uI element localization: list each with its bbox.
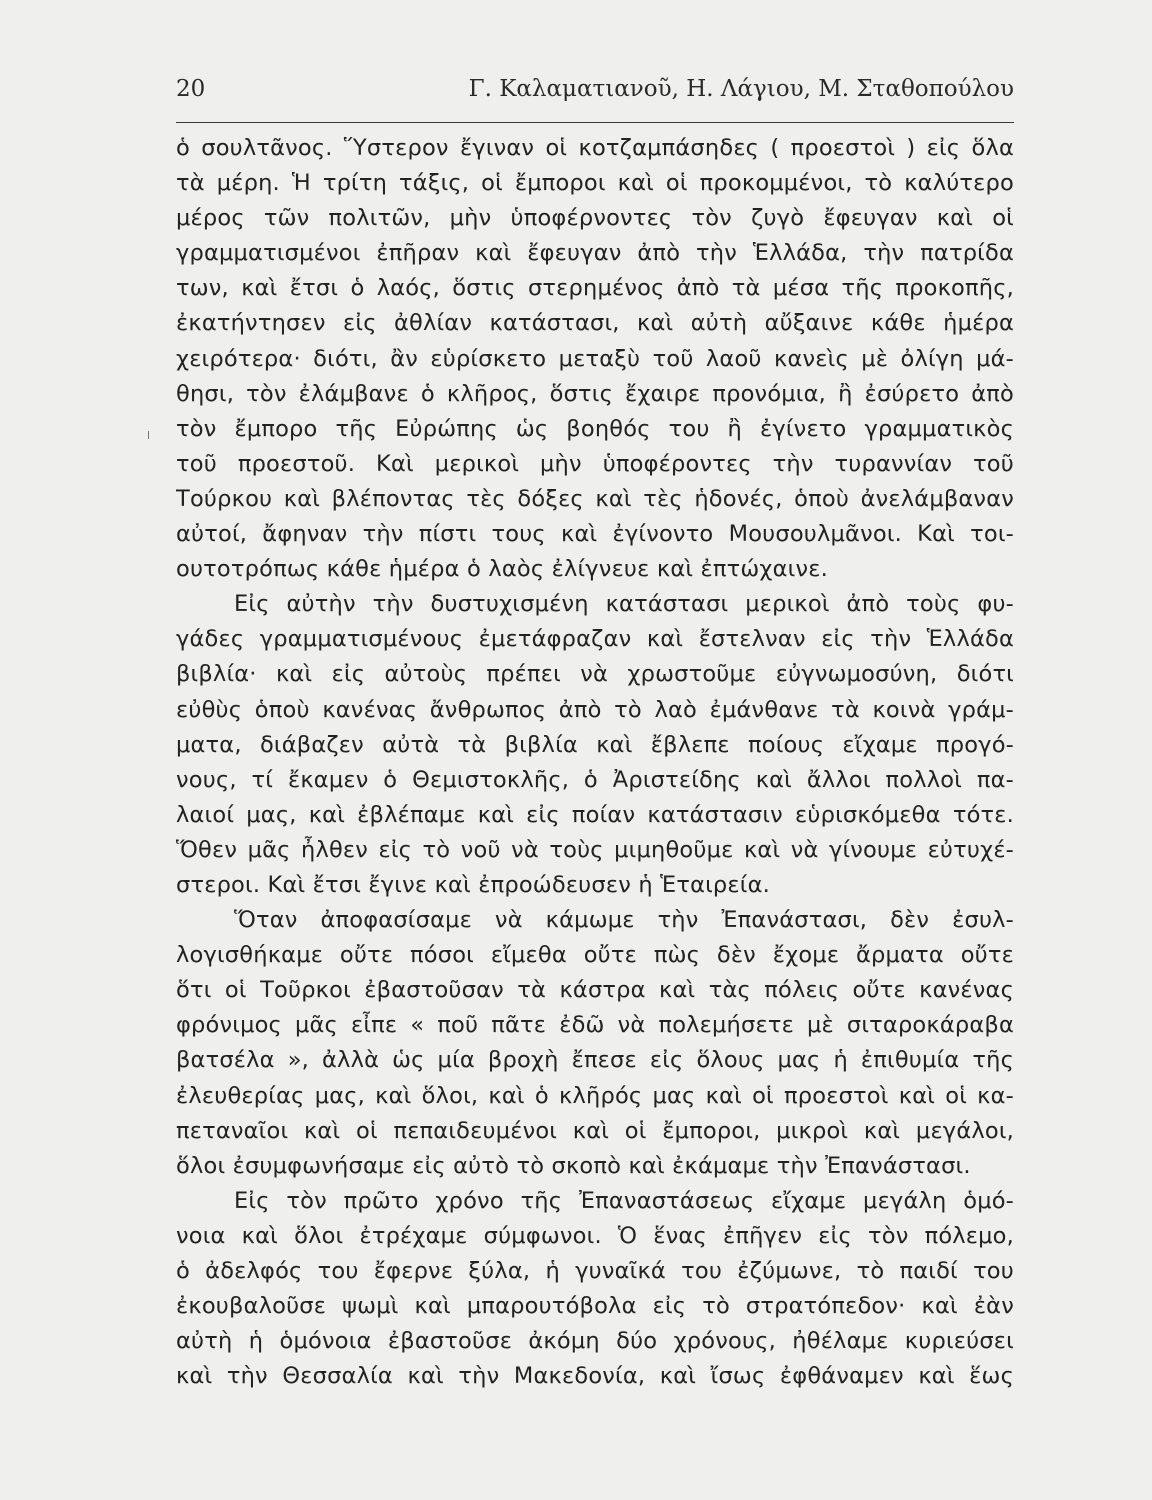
text-line: νοια καὶ ὅλοι ἐτρέχαμε σύμφωνοι. Ὁ ἕνας ἐπῆγεν εἰς τὸν πόλεμο, [176,1222,1014,1249]
text-line: φρόνιμος μᾶς εἶπε « ποῦ πᾶτε ἐδῶ νὰ πολεμήσετε μὲ σιταροκάραβα [176,1012,1014,1039]
text-line: Εἰς αὐτὴν τὴν δυστυχισμένη κατάστασι μερικοὶ ἀπὸ τοὺς φυ- [234,591,1014,618]
text-line: τὰ μέρη. Ἡ τρίτη τάξις, οἱ ἔμποροι καὶ οἱ προκομμένοι, τὸ καλύτερο [176,170,1014,197]
text-line: ἐκουβαλοῦσε ψωμὶ καὶ μπαρουτόβολα εἰς τὸ στρατόπεδον· καὶ ἐὰν [176,1293,1014,1320]
text-line: ἐλευθερίας μας, καὶ ὅλοι, καὶ ὁ κλῆρός μας καὶ οἱ προεστοὶ καὶ οἱ κα- [176,1082,1014,1109]
text-line: λαιοί μας, καὶ ἐβλέπαμε καὶ εἰς ποίαν κατάστασιν εὑρισκόμεθα τότε. [176,801,1014,828]
running-head-authors: Γ. Καλαματιανοῦ, Η. Λάγιου, Μ. Σταθοπούλου [468,76,1014,102]
text-line: βιβλία· καὶ εἰς αὐτοὺς πρέπει νὰ χρωστοῦμε εὐγνωμοσύνη, διότι [176,661,1014,688]
margin-mark [148,431,149,439]
text-line: νους, τί ἔκαμεν ὁ Θεμιστοκλῆς, ὁ Ἀριστείδης καὶ ἄλλοι πολλοὶ πα- [176,766,1014,793]
text-line: γάδες γραμματισμένους ἐμετάφραζαν καὶ ἔστελναν εἰς τὴν Ἑλλάδα [176,626,1014,653]
text-line: λογισθήκαμε οὔτε πόσοι εἴμεθα οὔτε πὼς δὲν ἔχομε ἄρματα οὔτε [176,942,1014,969]
body-text [176,131,1014,1394]
text-line: Ὅταν ἀποφασίσαμε νὰ κάμωμε τὴν Ἐπανάστασι, δὲν ἐσυλ- [234,907,1014,934]
text-line: των, καὶ ἔτσι ὁ λαός, ὅστις στερημένος ἀπὸ τὰ μέσα τῆς προκοπῆς, [176,275,1014,302]
running-head [176,76,1014,110]
text-line: μέρος τῶν πολιτῶν, μὴν ὑποφέρνοντες τὸν ζυγὸ ἔφευγαν καὶ οἱ [176,205,1014,232]
header-rule [176,122,1014,123]
text-line: καὶ τὴν Θεσσαλία καὶ τὴν Μακεδονία, καὶ ἴσως ἐφθάναμεν καὶ ἕως [176,1363,1014,1390]
text-line: χειρότερα· διότι, ἂν εὑρίσκετο μεταξὺ τοῦ λαοῦ κανεὶς μὲ ὀλίγη μά- [176,345,1014,372]
text-line: αὐτὴ ἡ ὁμόνοια ἐβαστοῦσε ἀκόμη δύο χρόνους, ἠθέλαμε κυριεύσει [176,1328,1014,1355]
text-line: αὐτοί, ἄφηναν τὴν πίστι τους καὶ ἐγίνοντο Μουσουλμᾶνοι. Καὶ τοι- [176,521,1014,548]
text-line: γραμματισμένοι ἐπῆραν καὶ ἔφευγαν ἀπὸ τὴν Ἑλλάδα, τὴν πατρίδα [176,240,1014,267]
text-line: ὁ σουλτᾶνος. Ὕστερον ἔγιναν οἱ κοτζαμπάσηδες ( προεστοὶ ) εἰς ὅλα [176,135,1014,161]
text-line: Ὅθεν μᾶς ἦλθεν εἰς τὸ νοῦ νὰ τοὺς μιμηθοῦμε καὶ νὰ γίνουμε εὐτυχέ- [176,836,1014,863]
text-line: ὁ ἀδελφός του ἔφερνε ξύλα, ἡ γυναῖκά του ἐζύμωνε, τὸ παιδί του [176,1258,1014,1284]
text-line: βατσέλα », ἀλλὰ ὡς μία βροχὴ ἔπεσε εἰς ὅλους μας ἡ ἐπιθυμία τῆς [176,1047,1014,1074]
text-line: Εἰς τὸν πρῶτο χρόνο τῆς Ἐπαναστάσεως εἴχαμε μεγάλη ὁμό- [234,1187,1014,1214]
text-line: τοῦ προεστοῦ. Καὶ μερικοὶ μὴν ὑποφέροντες τὴν τυραννίαν τοῦ [176,450,1014,477]
text-line: τὸν ἔμπορο τῆς Εὐρώπης ὡς βοηθός του ἢ ἐγίνετο γραμματικὸς [176,415,1014,442]
page-number: 20 [176,76,206,102]
text-line: Τούρκου καὶ βλέποντας τὲς δόξες καὶ τὲς ἡδονές, ὁποὺ ἀνελάμβαναν [176,485,1014,512]
text-line: ὅλοι ἐσυμφωνήσαμε εἰς αὐτὸ τὸ σκοπὸ καὶ ἐκάμαμε τὴν Ἐπανάστασι. [176,1152,971,1179]
text-line: θησι, τὸν ἐλάμβανε ὁ κλῆρος, ὅστις ἔχαιρε προνόμια, ἢ ἐσύρετο ἀπὸ [176,380,1014,407]
text-line: ουτοτρόπως κάθε ἡμέρα ὁ λαὸς ἐλίγνευε καὶ ἐπτώχαινε. [176,556,828,583]
text-line: ὅτι οἱ Τοῦρκοι ἐβαστοῦσαν τὰ κάστρα καὶ τὰς πόλεις οὔτε κανένας [176,977,1014,1004]
text-line: πεταναῖοι καὶ οἱ πεπαιδευμένοι καὶ οἱ ἔμποροι, μικροὶ καὶ μεγάλοι, [176,1117,1014,1144]
text-line: ματα, διάβαζεν αὐτὰ τὰ βιβλία καὶ ἔβλεπε ποίους εἴχαμε προγό- [176,731,1014,758]
text-line: ἐκατήντησεν εἰς ἀθλίαν κατάστασι, καὶ αὐτὴ αὔξαινε κάθε ἡμέρα [176,310,1014,337]
text-line: εὐθὺς ὁποὺ κανένας ἄνθρωπος ἀπὸ τὸ λαὸ ἐμάνθανε τὰ κοινὰ γράμ- [176,696,1014,723]
text-line: στεροι. Καὶ ἔτσι ἔγινε καὶ ἐπροώδευσεν ἡ Ἑταιρεία. [176,871,770,898]
